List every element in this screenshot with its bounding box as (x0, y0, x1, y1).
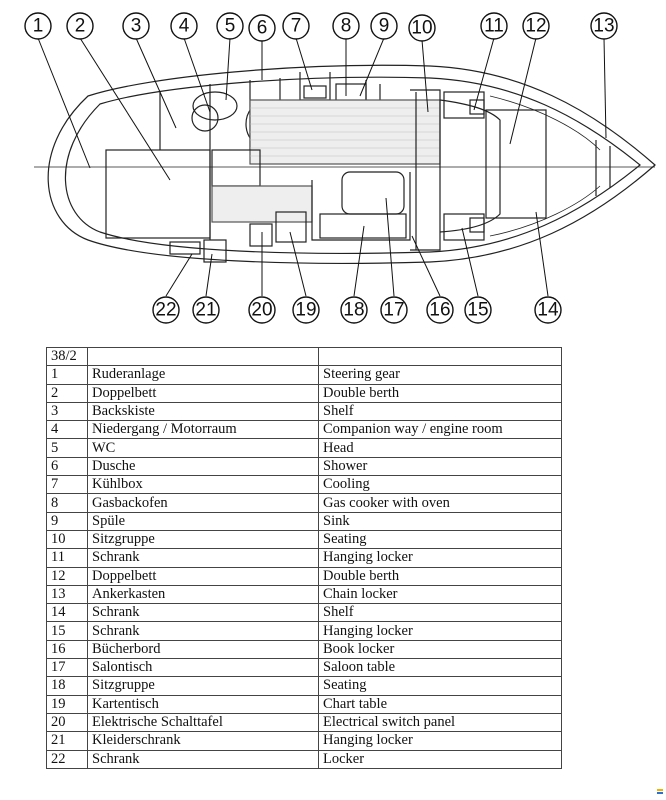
legend-english: Shelf (319, 604, 562, 622)
legend-number: 22 (47, 750, 88, 768)
legend-table (46, 347, 562, 769)
callout-15: 15 (467, 299, 489, 321)
legend-number: 2 (47, 384, 88, 402)
legend-english: Double berth (319, 384, 562, 402)
corner-mark-blue (657, 792, 663, 794)
legend-english: Shower (319, 457, 562, 475)
legend-number: 10 (47, 530, 88, 548)
legend-english: Chart table (319, 695, 562, 713)
legend-german: Spüle (88, 512, 319, 530)
legend-header-cell: 38/2 (47, 348, 88, 366)
legend-german: Ruderanlage (88, 366, 319, 384)
legend-number: 9 (47, 512, 88, 530)
callout-10: 10 (411, 17, 433, 39)
legend-german: Sitzgruppe (88, 530, 319, 548)
legend-number: 16 (47, 640, 88, 658)
legend-english: Saloon table (319, 659, 562, 677)
legend-row (47, 476, 562, 494)
legend-english: Cooling (319, 476, 562, 494)
legend-german: Gasbackofen (88, 494, 319, 512)
legend-row (47, 695, 562, 713)
legend-row (47, 585, 562, 603)
legend-row (47, 732, 562, 750)
callout-2: 2 (74, 15, 86, 37)
legend-german: Bücherbord (88, 640, 319, 658)
legend-german: Doppelbett (88, 567, 319, 585)
callout-13: 13 (593, 15, 615, 37)
legend-english: Sink (319, 512, 562, 530)
legend-row (47, 640, 562, 658)
legend-row (47, 713, 562, 731)
callout-4: 4 (178, 15, 190, 37)
callout-21: 21 (195, 299, 217, 321)
legend-german: Schrank (88, 549, 319, 567)
callout-11: 11 (484, 15, 504, 37)
callout-3: 3 (130, 15, 142, 37)
callout-12: 12 (525, 15, 547, 37)
legend-number: 6 (47, 457, 88, 475)
callout-9: 9 (378, 15, 390, 37)
legend-number: 18 (47, 677, 88, 695)
legend-german: Schrank (88, 750, 319, 768)
corner-mark (657, 789, 663, 796)
legend-german: Schrank (88, 604, 319, 622)
legend-german: Ankerkasten (88, 585, 319, 603)
legend-header-row (47, 348, 562, 366)
legend-number: 14 (47, 604, 88, 622)
legend-english: Hanging locker (319, 732, 562, 750)
aft-double-berth (106, 150, 210, 238)
forward-double-berth (486, 110, 546, 218)
callout-18: 18 (343, 299, 365, 321)
legend-header-cell (88, 348, 319, 366)
legend-english: Seating (319, 677, 562, 695)
callout-20: 20 (251, 299, 273, 321)
legend-english: Book locker (319, 640, 562, 658)
legend-english: Hanging locker (319, 622, 562, 640)
legend-number: 3 (47, 402, 88, 420)
legend-english: Locker (319, 750, 562, 768)
legend-english: Gas cooker with oven (319, 494, 562, 512)
legend-number: 8 (47, 494, 88, 512)
legend-row (47, 366, 562, 384)
legend-number: 4 (47, 421, 88, 439)
legend-row (47, 439, 562, 457)
legend-row (47, 512, 562, 530)
boat-layout-diagram (0, 0, 666, 330)
legend-english: Shelf (319, 402, 562, 420)
callout-17: 17 (383, 299, 405, 321)
legend-row (47, 622, 562, 640)
callout-6: 6 (256, 17, 268, 39)
callout-7: 7 (290, 15, 302, 37)
saloon-table (342, 172, 404, 214)
legend-english: Double berth (319, 567, 562, 585)
callout-19: 19 (295, 299, 317, 321)
legend-german: Elektrische Schalttafel (88, 713, 319, 731)
legend-row (47, 604, 562, 622)
legend-english: Seating (319, 530, 562, 548)
legend-row (47, 549, 562, 567)
legend-row (47, 677, 562, 695)
legend-german: Doppelbett (88, 384, 319, 402)
legend-number: 12 (47, 567, 88, 585)
legend-german: Kühlbox (88, 476, 319, 494)
legend-english: Hanging locker (319, 549, 562, 567)
legend-number: 15 (47, 622, 88, 640)
legend-number: 5 (47, 439, 88, 457)
callout-1: 1 (32, 15, 44, 37)
legend-number: 21 (47, 732, 88, 750)
legend-row (47, 567, 562, 585)
legend-row (47, 494, 562, 512)
legend-number: 13 (47, 585, 88, 603)
callout-22: 22 (155, 299, 177, 321)
legend-row (47, 659, 562, 677)
legend-row (47, 530, 562, 548)
legend-german: Sitzgruppe (88, 677, 319, 695)
legend-row (47, 457, 562, 475)
legend-number: 20 (47, 713, 88, 731)
callout-5: 5 (224, 15, 236, 37)
legend-english: Head (319, 439, 562, 457)
legend-row (47, 421, 562, 439)
legend-english: Chain locker (319, 585, 562, 603)
corner-mark-yellow (657, 789, 663, 791)
legend-german: Backskiste (88, 402, 319, 420)
legend-german: Kartentisch (88, 695, 319, 713)
legend-german: WC (88, 439, 319, 457)
legend-row (47, 402, 562, 420)
legend-english: Companion way / engine room (319, 421, 562, 439)
legend-english: Steering gear (319, 366, 562, 384)
legend-german: Dusche (88, 457, 319, 475)
legend-row (47, 750, 562, 768)
legend-number: 7 (47, 476, 88, 494)
callout-16: 16 (429, 299, 451, 321)
legend-german: Kleiderschrank (88, 732, 319, 750)
saloon-seating (312, 172, 410, 240)
legend-german: Niedergang / Motorraum (88, 421, 319, 439)
legend-number: 11 (47, 549, 88, 567)
legend-row (47, 384, 562, 402)
legend-english: Electrical switch panel (319, 713, 562, 731)
legend-header-cell (319, 348, 562, 366)
legend-number: 19 (47, 695, 88, 713)
legend-number: 17 (47, 659, 88, 677)
legend-german: Salontisch (88, 659, 319, 677)
legend-number: 1 (47, 366, 88, 384)
legend-german: Schrank (88, 622, 319, 640)
callout-14: 14 (537, 299, 559, 321)
callout-8: 8 (340, 15, 352, 37)
